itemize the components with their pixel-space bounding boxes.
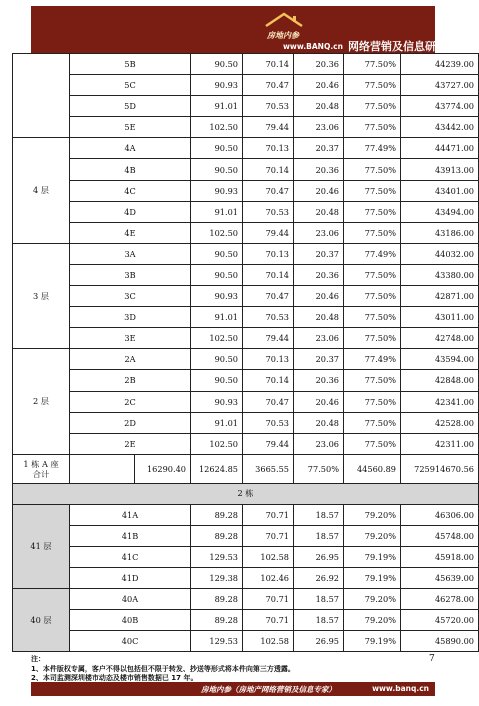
- unit-cell: 41B: [70, 525, 191, 546]
- unit-cell: 3E: [70, 328, 191, 349]
- ratio-cell: 77.49%: [344, 138, 401, 159]
- building-area-cell: 102.50: [191, 222, 243, 243]
- inner-area-cell: 70.71: [243, 589, 294, 610]
- ratio-cell: 77.50%: [344, 391, 401, 412]
- section-title: 2 栋: [13, 483, 479, 504]
- unit-cell: 2C: [70, 391, 191, 412]
- inner-area-cell: 70.53: [243, 201, 294, 222]
- unit-cell: 5E: [70, 117, 191, 138]
- shared-area-cell: 20.48: [294, 96, 344, 117]
- table-row: [13, 138, 479, 159]
- ratio-cell: 77.50%: [344, 201, 401, 222]
- unit-price-cell: 42848.00: [401, 370, 479, 391]
- shared-area-cell: 18.57: [294, 589, 344, 610]
- unit-cell: 2B: [70, 370, 191, 391]
- total-label-line1: 1 栋 A 座: [23, 458, 59, 469]
- brand-name: 房地内参: [267, 30, 299, 40]
- ratio-cell: 77.50%: [344, 328, 401, 349]
- building-area-cell: 90.50: [191, 243, 243, 264]
- unit-price-cell: 42871.00: [401, 286, 479, 307]
- ratio-cell: 79.19%: [344, 546, 401, 567]
- shared-area-cell: 20.46: [294, 391, 344, 412]
- building-area-cell: 90.50: [191, 264, 243, 285]
- building-area-cell: 89.28: [191, 504, 243, 525]
- unit-price-cell: 45639.00: [401, 568, 479, 589]
- inner-area-cell: 70.14: [243, 264, 294, 285]
- table-row: [13, 631, 479, 652]
- unit-cell: 5D: [70, 96, 191, 117]
- unit-cell: 41C: [70, 546, 191, 567]
- ratio-cell: 79.20%: [344, 525, 401, 546]
- ratio-cell: 79.20%: [344, 589, 401, 610]
- floor-label-cell: [13, 54, 70, 138]
- shared-area-cell: 20.48: [294, 412, 344, 433]
- inner-area-cell: 70.13: [243, 138, 294, 159]
- unit-cell: 5B: [70, 54, 191, 75]
- unit-cell: 2E: [70, 433, 191, 454]
- table-row: [13, 222, 479, 243]
- shared-area-cell: 26.95: [294, 546, 344, 567]
- table-row: [13, 264, 479, 285]
- page-header-banner: [31, 6, 469, 53]
- shared-area-cell: 20.37: [294, 243, 344, 264]
- unit-price-cell: 43913.00: [401, 159, 479, 180]
- unit-cell: 40C: [70, 631, 191, 652]
- total-label-line2: 合计: [32, 468, 50, 479]
- inner-area-cell: 70.47: [243, 75, 294, 96]
- unit-cell: 41D: [70, 568, 191, 589]
- shared-area-cell: 18.57: [294, 504, 344, 525]
- inner-area-cell: 70.53: [243, 96, 294, 117]
- inner-area-cell: 79.44: [243, 222, 294, 243]
- total-empty-cell: [70, 454, 135, 483]
- building-area-cell: 90.93: [191, 286, 243, 307]
- shared-area-cell: 20.46: [294, 75, 344, 96]
- ratio-cell: 77.50%: [344, 96, 401, 117]
- inner-area-cell: 70.71: [243, 610, 294, 631]
- shared-area-cell: 20.37: [294, 349, 344, 370]
- building-area-cell: 89.28: [191, 525, 243, 546]
- notes-title: 注：: [31, 655, 45, 663]
- unit-cell: 3D: [70, 307, 191, 328]
- ratio-cell: 77.50%: [344, 307, 401, 328]
- unit-cell: 40A: [70, 589, 191, 610]
- unit-price-cell: 42528.00: [401, 412, 479, 433]
- table-row: [13, 589, 479, 610]
- ratio-cell: 79.20%: [344, 504, 401, 525]
- unit-cell: 3A: [70, 243, 191, 264]
- unit-cell: 5C: [70, 75, 191, 96]
- shared-area-cell: 20.46: [294, 180, 344, 201]
- unit-price-cell: 45720.00: [401, 610, 479, 631]
- unit-price-cell: 43774.00: [401, 96, 479, 117]
- unit-price-cell: 43494.00: [401, 201, 479, 222]
- building-area-cell: 129.53: [191, 546, 243, 567]
- shared-area-cell: 26.95: [294, 631, 344, 652]
- unit-cell: 4C: [70, 180, 191, 201]
- unit-price-table: [12, 53, 479, 652]
- ratio-cell: 77.50%: [344, 412, 401, 433]
- brand-title: 网络营销及信息研究专家: [348, 40, 469, 53]
- note-line-2: 2、本司监测深圳楼市动态及楼市销售数据已 17 年。: [31, 674, 198, 682]
- ratio-cell: 77.49%: [344, 243, 401, 264]
- unit-price-cell: 43186.00: [401, 222, 479, 243]
- ratio-cell: 77.50%: [344, 370, 401, 391]
- table-row: [13, 96, 479, 117]
- ratio-cell: 77.50%: [344, 222, 401, 243]
- table-row: [13, 243, 479, 264]
- unit-price-cell: 44032.00: [401, 243, 479, 264]
- shared-area-cell: 20.36: [294, 159, 344, 180]
- building-area-cell: 91.01: [191, 412, 243, 433]
- table-row: [13, 610, 479, 631]
- inner-area-cell: 70.14: [243, 159, 294, 180]
- inner-area-cell: 102.58: [243, 546, 294, 567]
- unit-price-cell: 43401.00: [401, 180, 479, 201]
- shared-area-cell: 20.36: [294, 54, 344, 75]
- ratio-cell: 77.50%: [344, 75, 401, 96]
- ratio-cell: 77.50%: [344, 117, 401, 138]
- section-header-row: [13, 483, 479, 504]
- building-area-cell: 129.53: [191, 631, 243, 652]
- building-area-cell: 102.50: [191, 117, 243, 138]
- inner-area-cell: 70.53: [243, 307, 294, 328]
- table-row: [13, 307, 479, 328]
- unit-cell: 41A: [70, 504, 191, 525]
- page-number: 7: [429, 654, 435, 664]
- building-area-cell: 102.50: [191, 433, 243, 454]
- unit-price-cell: 43380.00: [401, 264, 479, 285]
- unit-cell: 4B: [70, 159, 191, 180]
- table-row: [13, 117, 479, 138]
- shared-area-cell: 23.06: [294, 433, 344, 454]
- inner-area-cell: 70.13: [243, 349, 294, 370]
- unit-cell: 2D: [70, 412, 191, 433]
- shared-area-cell: 23.06: [294, 328, 344, 349]
- ratio-cell: 77.50%: [344, 180, 401, 201]
- shared-area-cell: 20.36: [294, 264, 344, 285]
- table-row: [13, 201, 479, 222]
- building-area-cell: 90.93: [191, 75, 243, 96]
- building-area-cell: 91.01: [191, 201, 243, 222]
- unit-price-cell: 46306.00: [401, 504, 479, 525]
- unit-price-cell: 45748.00: [401, 525, 479, 546]
- shared-area-cell: 20.37: [294, 138, 344, 159]
- floor-label-cell: 4 层: [13, 138, 70, 243]
- total-value-cell: 725914670.56: [401, 454, 479, 483]
- building-area-cell: 90.93: [191, 391, 243, 412]
- unit-cell: 4A: [70, 138, 191, 159]
- building-area-cell: 89.28: [191, 610, 243, 631]
- unit-price-cell: 43442.00: [401, 117, 479, 138]
- unit-cell: 40B: [70, 610, 191, 631]
- shared-area-cell: 20.48: [294, 307, 344, 328]
- unit-cell: 3C: [70, 286, 191, 307]
- inner-area-cell: 70.47: [243, 286, 294, 307]
- table-row: [13, 286, 479, 307]
- inner-area-cell: 70.53: [243, 412, 294, 433]
- ratio-cell: 79.19%: [344, 568, 401, 589]
- unit-price-cell: 42311.00: [401, 433, 479, 454]
- building-area-cell: 91.01: [191, 307, 243, 328]
- table-row: [13, 180, 479, 201]
- floor-label-cell: 3 层: [13, 243, 70, 348]
- unit-price-cell: 44471.00: [401, 138, 479, 159]
- table-row: [13, 328, 479, 349]
- shared-area-cell: 23.06: [294, 117, 344, 138]
- table-row: [13, 391, 479, 412]
- total-value-cell: 12624.85: [191, 454, 243, 483]
- ratio-cell: 77.49%: [344, 349, 401, 370]
- ratio-cell: 77.50%: [344, 159, 401, 180]
- unit-price-cell: 44239.00: [401, 54, 479, 75]
- shared-area-cell: 23.06: [294, 222, 344, 243]
- table-row: [13, 159, 479, 180]
- building-area-cell: 89.28: [191, 589, 243, 610]
- shared-area-cell: 18.57: [294, 610, 344, 631]
- table-row: [13, 370, 479, 391]
- table-row: [13, 412, 479, 433]
- building-area-cell: 91.01: [191, 96, 243, 117]
- inner-area-cell: 79.44: [243, 328, 294, 349]
- unit-cell: 2A: [70, 349, 191, 370]
- footer-url: www.banq.cn: [372, 684, 429, 693]
- ratio-cell: 77.50%: [344, 54, 401, 75]
- floor-label-cell: 41 层: [13, 504, 70, 588]
- building-area-cell: 90.50: [191, 349, 243, 370]
- total-label-cell: [13, 454, 70, 483]
- total-value-cell: 16290.40: [135, 454, 191, 483]
- total-value-cell: 3665.55: [243, 454, 294, 483]
- building-area-cell: 129.38: [191, 568, 243, 589]
- ratio-cell: 79.19%: [344, 631, 401, 652]
- page-footer-banner: [31, 682, 435, 696]
- total-value-cell: 77.50%: [294, 454, 344, 483]
- total-row: [13, 454, 479, 483]
- unit-cell: 3B: [70, 264, 191, 285]
- table-row: [13, 54, 479, 75]
- total-value-cell: 44560.89: [344, 454, 401, 483]
- unit-price-cell: 43727.00: [401, 75, 479, 96]
- inner-area-cell: 70.47: [243, 180, 294, 201]
- shared-area-cell: 26.92: [294, 568, 344, 589]
- unit-price-cell: 42341.00: [401, 391, 479, 412]
- shared-area-cell: 20.36: [294, 370, 344, 391]
- inner-area-cell: 79.44: [243, 433, 294, 454]
- floor-label-cell: 40 层: [13, 589, 70, 652]
- table-row: [13, 433, 479, 454]
- sales-table-container: [12, 53, 475, 652]
- inner-area-cell: 70.14: [243, 54, 294, 75]
- inner-area-cell: 70.47: [243, 391, 294, 412]
- inner-area-cell: 79.44: [243, 117, 294, 138]
- brand-url: www.BANQ.cn: [283, 42, 343, 51]
- unit-price-cell: 43594.00: [401, 349, 479, 370]
- shared-area-cell: 18.57: [294, 525, 344, 546]
- ratio-cell: 79.20%: [344, 610, 401, 631]
- unit-cell: 4E: [70, 222, 191, 243]
- footer-text: 房地内参（房地产网络营销及信息专家）: [201, 685, 336, 694]
- floor-label-cell: 2 层: [13, 349, 70, 454]
- unit-price-cell: 46278.00: [401, 589, 479, 610]
- table-row: [13, 546, 479, 567]
- inner-area-cell: 70.71: [243, 504, 294, 525]
- building-area-cell: 90.93: [191, 180, 243, 201]
- table-row: [13, 349, 479, 370]
- inner-area-cell: 70.13: [243, 243, 294, 264]
- inner-area-cell: 102.46: [243, 568, 294, 589]
- ratio-cell: 77.50%: [344, 286, 401, 307]
- shared-area-cell: 20.48: [294, 201, 344, 222]
- notes-section: [31, 655, 435, 684]
- shared-area-cell: 20.46: [294, 286, 344, 307]
- unit-price-cell: 43011.00: [401, 307, 479, 328]
- ratio-cell: 77.50%: [344, 433, 401, 454]
- unit-price-cell: 42748.00: [401, 328, 479, 349]
- ratio-cell: 77.50%: [344, 264, 401, 285]
- inner-area-cell: 70.14: [243, 370, 294, 391]
- table-row: [13, 75, 479, 96]
- building-area-cell: 90.50: [191, 159, 243, 180]
- table-row: [13, 525, 479, 546]
- unit-price-cell: 45890.00: [401, 631, 479, 652]
- building-area-cell: 90.50: [191, 138, 243, 159]
- building-area-cell: 102.50: [191, 328, 243, 349]
- building-area-cell: 90.50: [191, 370, 243, 391]
- table-row: [13, 504, 479, 525]
- unit-cell: 4D: [70, 201, 191, 222]
- inner-area-cell: 70.71: [243, 525, 294, 546]
- inner-area-cell: 102.58: [243, 631, 294, 652]
- table-row: [13, 568, 479, 589]
- note-line-1: 1、本件版权专属，客户不得以包括但不限于转发、抄送等形式将本件向第三方透露。: [31, 664, 295, 673]
- building-area-cell: 90.50: [191, 54, 243, 75]
- unit-price-cell: 45918.00: [401, 546, 479, 567]
